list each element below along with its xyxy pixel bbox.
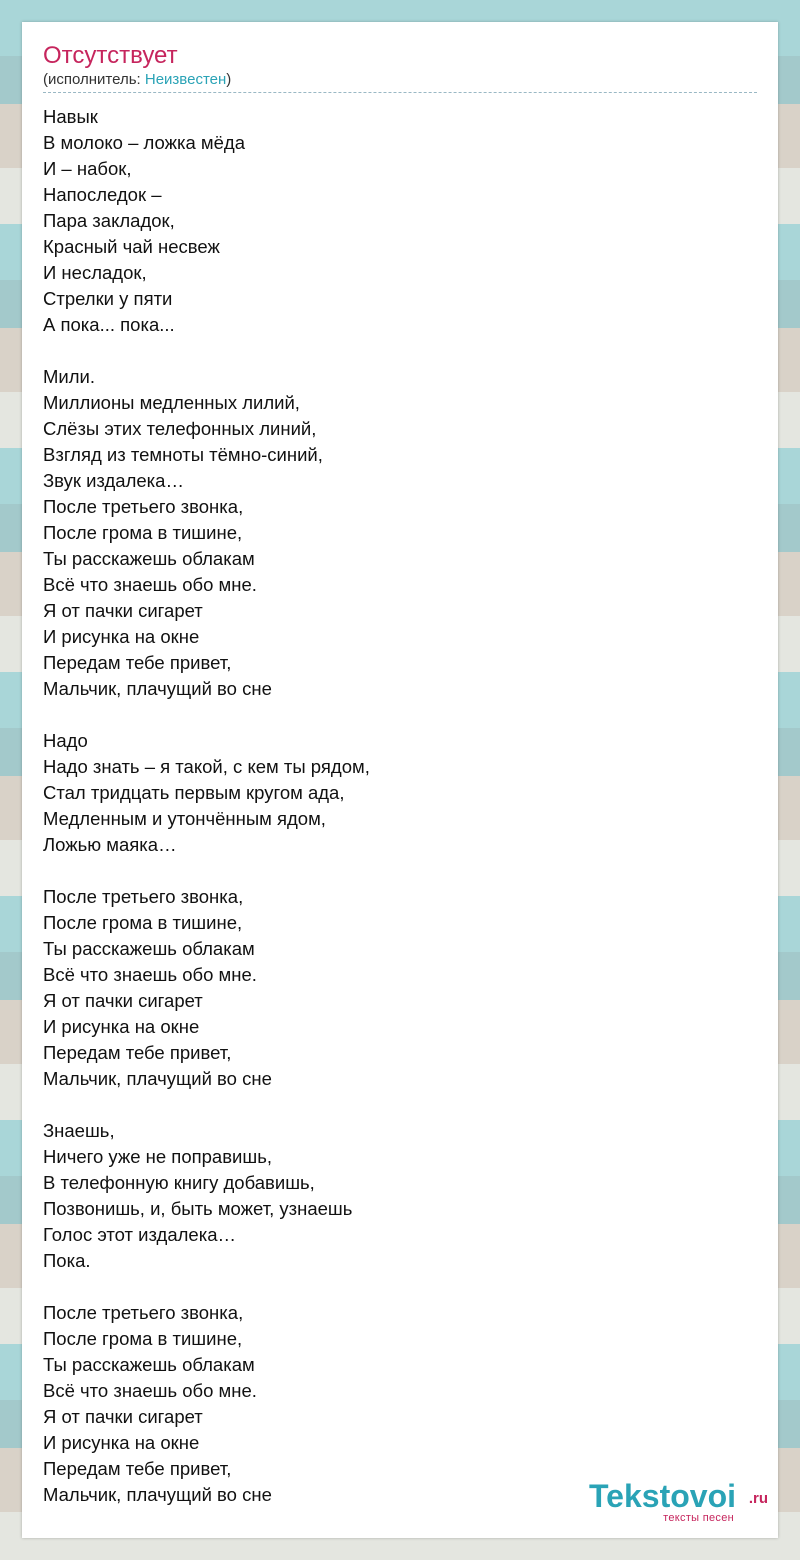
lyric-line: Красный чай несвеж [43,236,220,257]
lyric-line: Всё что знаешь обо мне. [43,964,257,985]
lyric-line: Всё что знаешь обо мне. [43,574,257,595]
lyric-line: Надо знать – я такой, с кем ты рядом, [43,756,370,777]
lyric-line: После третьего звонка, [43,496,244,517]
lyric-line: Позвонишь, и, быть может, узнаешь [43,1198,353,1219]
stanza-break [43,702,757,728]
stanza-break [43,1274,757,1300]
header-divider [43,92,757,93]
lyric-line: Пока. [43,1250,91,1271]
lyrics-card [22,22,778,1538]
artist-line [43,70,757,90]
lyric-line: Медленным и утончённым ядом, [43,808,326,829]
lyric-line: Ты расскажешь облакам [43,1354,255,1375]
lyric-line: Знаешь, [43,1120,115,1141]
lyric-line: Навык [43,106,98,127]
lyric-line: В телефонную книгу добавишь, [43,1172,315,1193]
lyric-line: И рисунка на окне [43,1432,200,1453]
lyric-line: Стрелки у пяти [43,288,173,309]
lyric-line: Передам тебе привет, [43,652,232,673]
artist-suffix: ) [226,71,232,88]
lyric-line: Ты расскажешь облакам [43,548,255,569]
logo-wordmark: Tekstovoi [589,1478,736,1514]
stanza-break [43,858,757,884]
lyric-line: И несладок, [43,262,147,283]
site-logo[interactable] [558,1478,768,1528]
lyric-line: Надо [43,730,88,751]
lyric-line: Слёзы этих телефонных линий, [43,418,317,439]
lyric-line: И рисунка на окне [43,1016,200,1037]
lyric-line: Стал тридцать первым кругом ада, [43,782,345,803]
lyric-line: Всё что знаешь обо мне. [43,1380,257,1401]
artist-prefix: (исполнитель: [43,71,145,88]
logo-domain: .ru [748,1490,768,1507]
lyric-line: Ты расскажешь облакам [43,938,255,959]
artist-link[interactable]: Неизвестен [144,71,227,88]
stanza-break [43,338,757,364]
lyric-line: Звук издалека… [43,470,184,491]
lyric-line: Я от пачки сигарет [43,990,203,1011]
lyric-line: После третьего звонка, [43,886,244,907]
lyric-line: Напоследок – [43,184,162,205]
lyric-line: В молоко – ложка мёда [43,132,246,153]
lyric-line: Мальчик, плачущий во сне [43,678,272,699]
lyric-line: Ложью маяка… [43,834,177,855]
lyrics-text [43,104,757,1508]
lyric-line: После грома в тишине, [43,912,243,933]
lyric-line: Мили. [43,366,96,387]
logo-subtitle: тексты песен [663,1512,734,1524]
song-header [43,42,757,90]
song-title: Отсутствует [43,42,178,69]
lyric-line: И – набок, [43,158,132,179]
lyric-line: Я от пачки сигарет [43,1406,203,1427]
lyric-line: Миллионы медленных лилий, [43,392,300,413]
lyric-line: После грома в тишине, [43,1328,243,1349]
lyric-line: И рисунка на окне [43,626,200,647]
lyric-line: После грома в тишине, [43,522,243,543]
lyric-line: Передам тебе привет, [43,1458,232,1479]
lyric-line: А пока... пока... [43,314,175,335]
lyric-line: Мальчик, плачущий во сне [43,1484,272,1505]
lyric-line: После третьего звонка, [43,1302,244,1323]
lyric-line: Мальчик, плачущий во сне [43,1068,272,1089]
stanza-break [43,1092,757,1118]
lyric-line: Я от пачки сигарет [43,600,203,621]
lyric-line: Ничего уже не поправишь, [43,1146,272,1167]
lyric-line: Передам тебе привет, [43,1042,232,1063]
lyric-line: Пара закладок, [43,210,175,231]
lyric-line: Голос этот издалека… [43,1224,237,1245]
lyric-line: Взгляд из темноты тёмно-синий, [43,444,323,465]
